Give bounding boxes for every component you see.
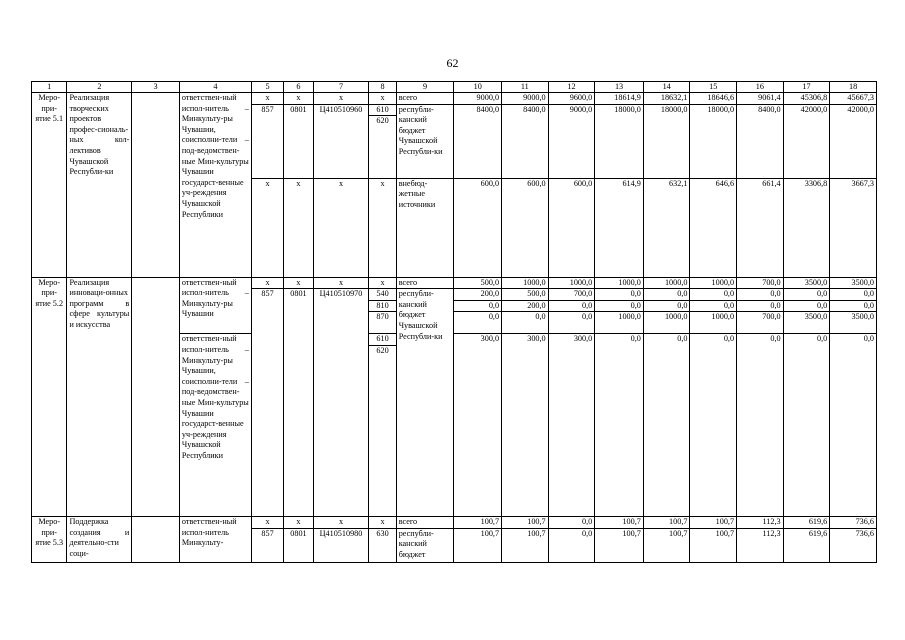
cell: республи-канский бюджет Чувашской Республи-ки (396, 289, 454, 517)
col-header: 12 (548, 82, 595, 93)
value-cell: 300,0 (548, 334, 595, 517)
cell: х (369, 277, 396, 289)
cell: х (251, 277, 283, 289)
value-cell: 646,6 (690, 178, 737, 277)
header-row (32, 82, 877, 93)
value-cell: 0,0 (502, 312, 549, 334)
value-cell: 0,0 (737, 300, 784, 312)
value-cell: 736,6 (830, 516, 877, 528)
cell: внебюд-жетные источники (396, 178, 454, 277)
cell: х (369, 178, 396, 277)
cell: х (369, 93, 396, 105)
value-cell: 112,3 (737, 528, 784, 562)
value-cell: 1000,0 (548, 277, 595, 289)
kvr-code: 620 (369, 345, 396, 516)
cell: х (284, 178, 313, 277)
value-cell: 736,6 (830, 528, 877, 562)
value-cell: 600,0 (502, 178, 549, 277)
cell: республи-канский бюджет (396, 528, 454, 562)
value-cell: 0,0 (690, 334, 737, 517)
value-cell: 0,0 (454, 312, 502, 334)
value-cell: 0,0 (595, 334, 644, 517)
cell: х (284, 516, 313, 528)
value-cell: 600,0 (548, 178, 595, 277)
cell: х (369, 516, 396, 528)
value-cell: 9000,0 (502, 93, 549, 105)
value-cell: 500,0 (454, 277, 502, 289)
value-cell: 0,0 (830, 334, 877, 517)
cell: х (313, 516, 369, 528)
value-cell: 0,0 (783, 289, 830, 301)
cell: х (313, 178, 369, 277)
col-header: 14 (643, 82, 690, 93)
kvr-code: 810 (369, 300, 396, 312)
activity-code: Меро-при-ятие 5.2 (32, 277, 67, 516)
col-header: 11 (502, 82, 549, 93)
page-number: 62 (446, 56, 459, 70)
value-cell: 9000,0 (454, 93, 502, 105)
value-cell: 614,9 (595, 178, 644, 277)
col-header: 2 (67, 82, 132, 93)
cell: 857 (251, 289, 283, 517)
value-cell: 1000,0 (643, 277, 690, 289)
value-cell: 1000,0 (595, 277, 644, 289)
activity-name: Поддержка создания и деятельно-сти соци- (67, 516, 132, 562)
activity-code: Меро-при-ятие 5.1 (32, 93, 67, 278)
value-cell: 8400,0 (502, 104, 549, 178)
cell: Ц410510970 (313, 289, 369, 517)
value-cell: 200,0 (502, 300, 549, 312)
value-cell: 18000,0 (690, 104, 737, 178)
col-header: 6 (284, 82, 313, 93)
value-cell: 100,7 (690, 516, 737, 528)
value-cell: 0,0 (595, 289, 644, 301)
value-cell: 3306,8 (783, 178, 830, 277)
col-header: 18 (830, 82, 877, 93)
value-cell: 0,0 (737, 334, 784, 517)
value-cell: 100,7 (595, 528, 644, 562)
value-cell: 1000,0 (643, 312, 690, 334)
cell: всего (396, 277, 454, 289)
value-cell: 9000,0 (548, 104, 595, 178)
responsible: ответствен-ный испол-нитель – Минкульту-ры Чувашии (179, 277, 251, 334)
value-cell: 100,7 (595, 516, 644, 528)
col-header: 10 (454, 82, 502, 93)
value-cell: 0,0 (737, 289, 784, 301)
value-cell: 0,0 (548, 516, 595, 528)
value-cell: 0,0 (783, 334, 830, 517)
cell: всего (396, 93, 454, 105)
col-header: 1 (32, 82, 67, 93)
value-cell: 8400,0 (737, 104, 784, 178)
cell: Ц410510960 (313, 104, 369, 178)
budget-table (31, 81, 877, 563)
responsible: ответствен-ный испол-нитель – Минкульту-ры Чувашии, соисполни-тели – под-ведомствен-ные Мин-культуры Чувашии государст-венные уч-реждения Чувашской Республики (179, 334, 251, 517)
value-cell: 619,6 (783, 516, 830, 528)
value-cell: 100,7 (454, 528, 502, 562)
cell: х (313, 277, 369, 289)
activity-code: Меро-при-ятие 5.3 (32, 516, 67, 562)
cell (369, 104, 396, 178)
value-cell: 18632,1 (643, 93, 690, 105)
col-header: 17 (783, 82, 830, 93)
col-header: 13 (595, 82, 644, 93)
value-cell: 3500,0 (830, 312, 877, 334)
value-cell: 661,4 (737, 178, 784, 277)
value-cell: 600,0 (454, 178, 502, 277)
value-cell: 9600,0 (548, 93, 595, 105)
cell: х (284, 93, 313, 105)
value-cell: 0,0 (690, 289, 737, 301)
value-cell: 3500,0 (783, 312, 830, 334)
responsible: ответствен-ный испол-нитель Минкульту- (179, 516, 251, 562)
value-cell: 100,7 (643, 528, 690, 562)
cell: 0801 (284, 104, 313, 178)
value-cell: 1000,0 (502, 277, 549, 289)
value-cell: 3500,0 (830, 277, 877, 289)
value-cell: 0,0 (643, 289, 690, 301)
value-cell: 300,0 (502, 334, 549, 517)
value-cell: 0,0 (595, 300, 644, 312)
value-cell: 1000,0 (690, 277, 737, 289)
value-cell: 0,0 (830, 289, 877, 301)
value-cell: 112,3 (737, 516, 784, 528)
value-cell: 18000,0 (595, 104, 644, 178)
cell: х (284, 277, 313, 289)
activity-name: Реализация творческих проектов профес-сиональ-ных кол-лективов Чувашской Республи-ки (67, 93, 132, 278)
col-header: 15 (690, 82, 737, 93)
empty-cell (132, 93, 180, 278)
col-header: 7 (313, 82, 369, 93)
kvr-code: 540 (369, 289, 396, 301)
col-header: 4 (179, 82, 251, 93)
kvr-code: 870 (369, 312, 396, 334)
col-header: 3 (132, 82, 180, 93)
value-cell: 700,0 (548, 289, 595, 301)
cell: республи-канский бюджет Чувашской Республи-ки (396, 104, 454, 178)
value-cell: 1000,0 (690, 312, 737, 334)
value-cell: 3500,0 (783, 277, 830, 289)
cell: 0801 (284, 528, 313, 562)
value-cell: 0,0 (643, 334, 690, 517)
value-cell: 300,0 (454, 334, 502, 517)
cell: 857 (251, 104, 283, 178)
col-header: 8 (369, 82, 396, 93)
table-row (32, 277, 877, 289)
value-cell: 500,0 (502, 289, 549, 301)
table-row (32, 516, 877, 528)
cell: х (251, 93, 283, 105)
value-cell: 700,0 (737, 277, 784, 289)
col-header: 5 (251, 82, 283, 93)
cell: 857 (251, 528, 283, 562)
table-row (32, 93, 877, 105)
cell: 0801 (284, 289, 313, 517)
value-cell: 700,0 (737, 312, 784, 334)
value-cell: 100,7 (502, 528, 549, 562)
value-cell: 3667,3 (830, 178, 877, 277)
value-cell: 100,7 (690, 528, 737, 562)
value-cell: 100,7 (643, 516, 690, 528)
value-cell: 0,0 (548, 300, 595, 312)
value-cell: 18000,0 (643, 104, 690, 178)
value-cell: 0,0 (548, 528, 595, 562)
value-cell: 100,7 (454, 516, 502, 528)
value-cell: 42000,0 (783, 104, 830, 178)
activity-name: Реализация инноваци-онных программ в сфере культуры и искусства (67, 277, 132, 516)
value-cell: 1000,0 (595, 312, 644, 334)
cell: 630 (369, 528, 396, 562)
value-cell: 18646,6 (690, 93, 737, 105)
cell: х (251, 516, 283, 528)
cell: х (313, 93, 369, 105)
value-cell: 632,1 (643, 178, 690, 277)
empty-cell (132, 516, 180, 562)
cell: х (251, 178, 283, 277)
value-cell: 18614,9 (595, 93, 644, 105)
value-cell: 0,0 (690, 300, 737, 312)
cell: всего (396, 516, 454, 528)
kvr-code: 610 (369, 334, 396, 346)
kvr-code: 610 (369, 105, 395, 116)
value-cell: 8400,0 (454, 104, 502, 178)
value-cell: 42000,0 (830, 104, 877, 178)
value-cell: 100,7 (502, 516, 549, 528)
value-cell: 619,6 (783, 528, 830, 562)
cell: Ц410510980 (313, 528, 369, 562)
value-cell: 45667,3 (830, 93, 877, 105)
col-header: 9 (396, 82, 454, 93)
value-cell: 0,0 (783, 300, 830, 312)
value-cell: 0,0 (830, 300, 877, 312)
value-cell: 45306,8 (783, 93, 830, 105)
value-cell: 0,0 (454, 300, 502, 312)
col-header: 16 (737, 82, 784, 93)
responsible: ответствен-ный испол-нитель – Минкульту-ры Чувашии, соисполни-тели – под-ведомствен-ные Мин-культуры Чувашии государст-венные уч-реждения Чувашской Республики (179, 93, 251, 278)
value-cell: 0,0 (548, 312, 595, 334)
kvr-code: 620 (376, 115, 389, 125)
value-cell: 0,0 (643, 300, 690, 312)
empty-cell (132, 277, 180, 516)
value-cell: 9061,4 (737, 93, 784, 105)
value-cell: 200,0 (454, 289, 502, 301)
